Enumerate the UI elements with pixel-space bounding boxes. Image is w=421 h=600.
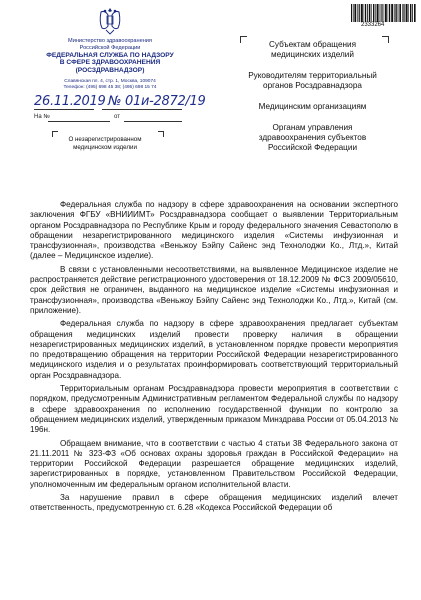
reference-from-line [124, 121, 182, 122]
body-paragraph: В связи с установленными несоответствиями, на выявленное Медицинское изделие не распространяется действие регистрационного удостоверения от 18.12.2009 № ФСЗ 2009/05610, срок действия не ограничен, выданного на медицинское изделие «Системы инфузионная и трансфузионная», производства «Веньжоу Бэйпу Сайенс энд Технолоджи Ко., Лтд.», Китай (см. приложение). [30, 264, 398, 315]
body-paragraph: Территориальным органам Росздравнадзора провести мероприятия в соответствии с порядком, предусмотренным Административным регламентом Федеральной службы по надзору в сфере здравоохранения по исполнению государственной функции по контролю за обращением медицинских изделий, утвержденным приказом Минздрава России от 05.04.2013 № 196н. [30, 384, 398, 435]
recipient-item: Руководителям территориальный органов Росздравнадзора [248, 71, 377, 90]
body-paragraph: Обращаем внимание, что в соответствии с частью 4 статьи 38 Федерального закона от 21.11.2011 № 323-ФЗ «Об основах охраны здоровья граждан в Российской Федерации» на территории Российской Федерации разрешается обращение медицинских изделий, зарегистрированных в порядке, установленном Правительством Российской Федерации, уполномоченным им федеральным органом исполнительной власти. [30, 438, 398, 489]
letter-body [30, 200, 398, 517]
reference-number-label: На № [34, 114, 50, 120]
reference-number-line [48, 121, 110, 122]
body-paragraph: Федеральная служба по надзору в сфере здравоохранения на основании экспертного заключения ФГБУ «ВНИИИМТ» Росздравнадзора сообщает о выявлении Территориальным органом Росздравнадзора по Республике Крым и городу федерального значения Севастополю в обращении незарегистрированного медицинского изделия «Системы инфузионная и трансфузионная», производства «Веньжоу Бэйпу Сайенс энд Технолоджи Ко., Лтд.», Китай (далее – Медицинское изделие). [30, 200, 398, 261]
body-paragraph: Федеральная служба по надзору в сфере здравоохранения предлагает субъектам обращения медицинских изделий провести проверку наличия в обращении незарегистрированных медицинских изделий, в установленном порядке провести мероприятия по предотвращению обращения на территории Российской Федерации незарегистрированного медицинского изделия и о результатах проинформировать соответствующий территориальный орган Росздравнадзора. [30, 319, 398, 380]
barcode-icon [351, 4, 417, 22]
number-underline [102, 109, 182, 110]
body-paragraph: За нарушение правил в сфере обращения медицинских изделий влечет ответственность, предусмотренную ст. 6.28 «Кодекса Российской Федерации об [30, 493, 398, 513]
recipient-item: Медицинским организациям [258, 102, 367, 111]
recipient-item: Субъектам обращения медицинских изделий [268, 40, 357, 59]
coat-of-arms-emblem-icon [97, 6, 123, 36]
recipients-corner-tr [382, 36, 389, 43]
ministry-name: Министерство здравоохранения Российской Федерации [68, 38, 152, 51]
reference-from-label: от [114, 114, 120, 120]
recipients-block [245, 40, 380, 164]
agency-name: ФЕДЕРАЛЬНАЯ СЛУЖБА ПО НАДЗОРУ В СФЕРЕ ЗДРАВООХРАНЕНИЯ (РОСЗДРАВНАДЗОР) [46, 52, 174, 74]
handwritten-number: № 01и-2872/19 [108, 94, 206, 109]
handwritten-date: 26.11.2019 [34, 94, 106, 109]
recipient-item: Органам управления здравоохранения субъектов Российской Федерации [258, 123, 367, 152]
date-underline [34, 109, 94, 110]
letter-subject: О незарегистрированном медицинском изделии [68, 136, 142, 151]
barcode-number: 2333264 [361, 22, 385, 28]
agency-address: Славянская пл. 4, стр. 1, Москва, 109074 Телефон: (495) 698 45 38; (495) 698 15 74 [63, 79, 157, 90]
